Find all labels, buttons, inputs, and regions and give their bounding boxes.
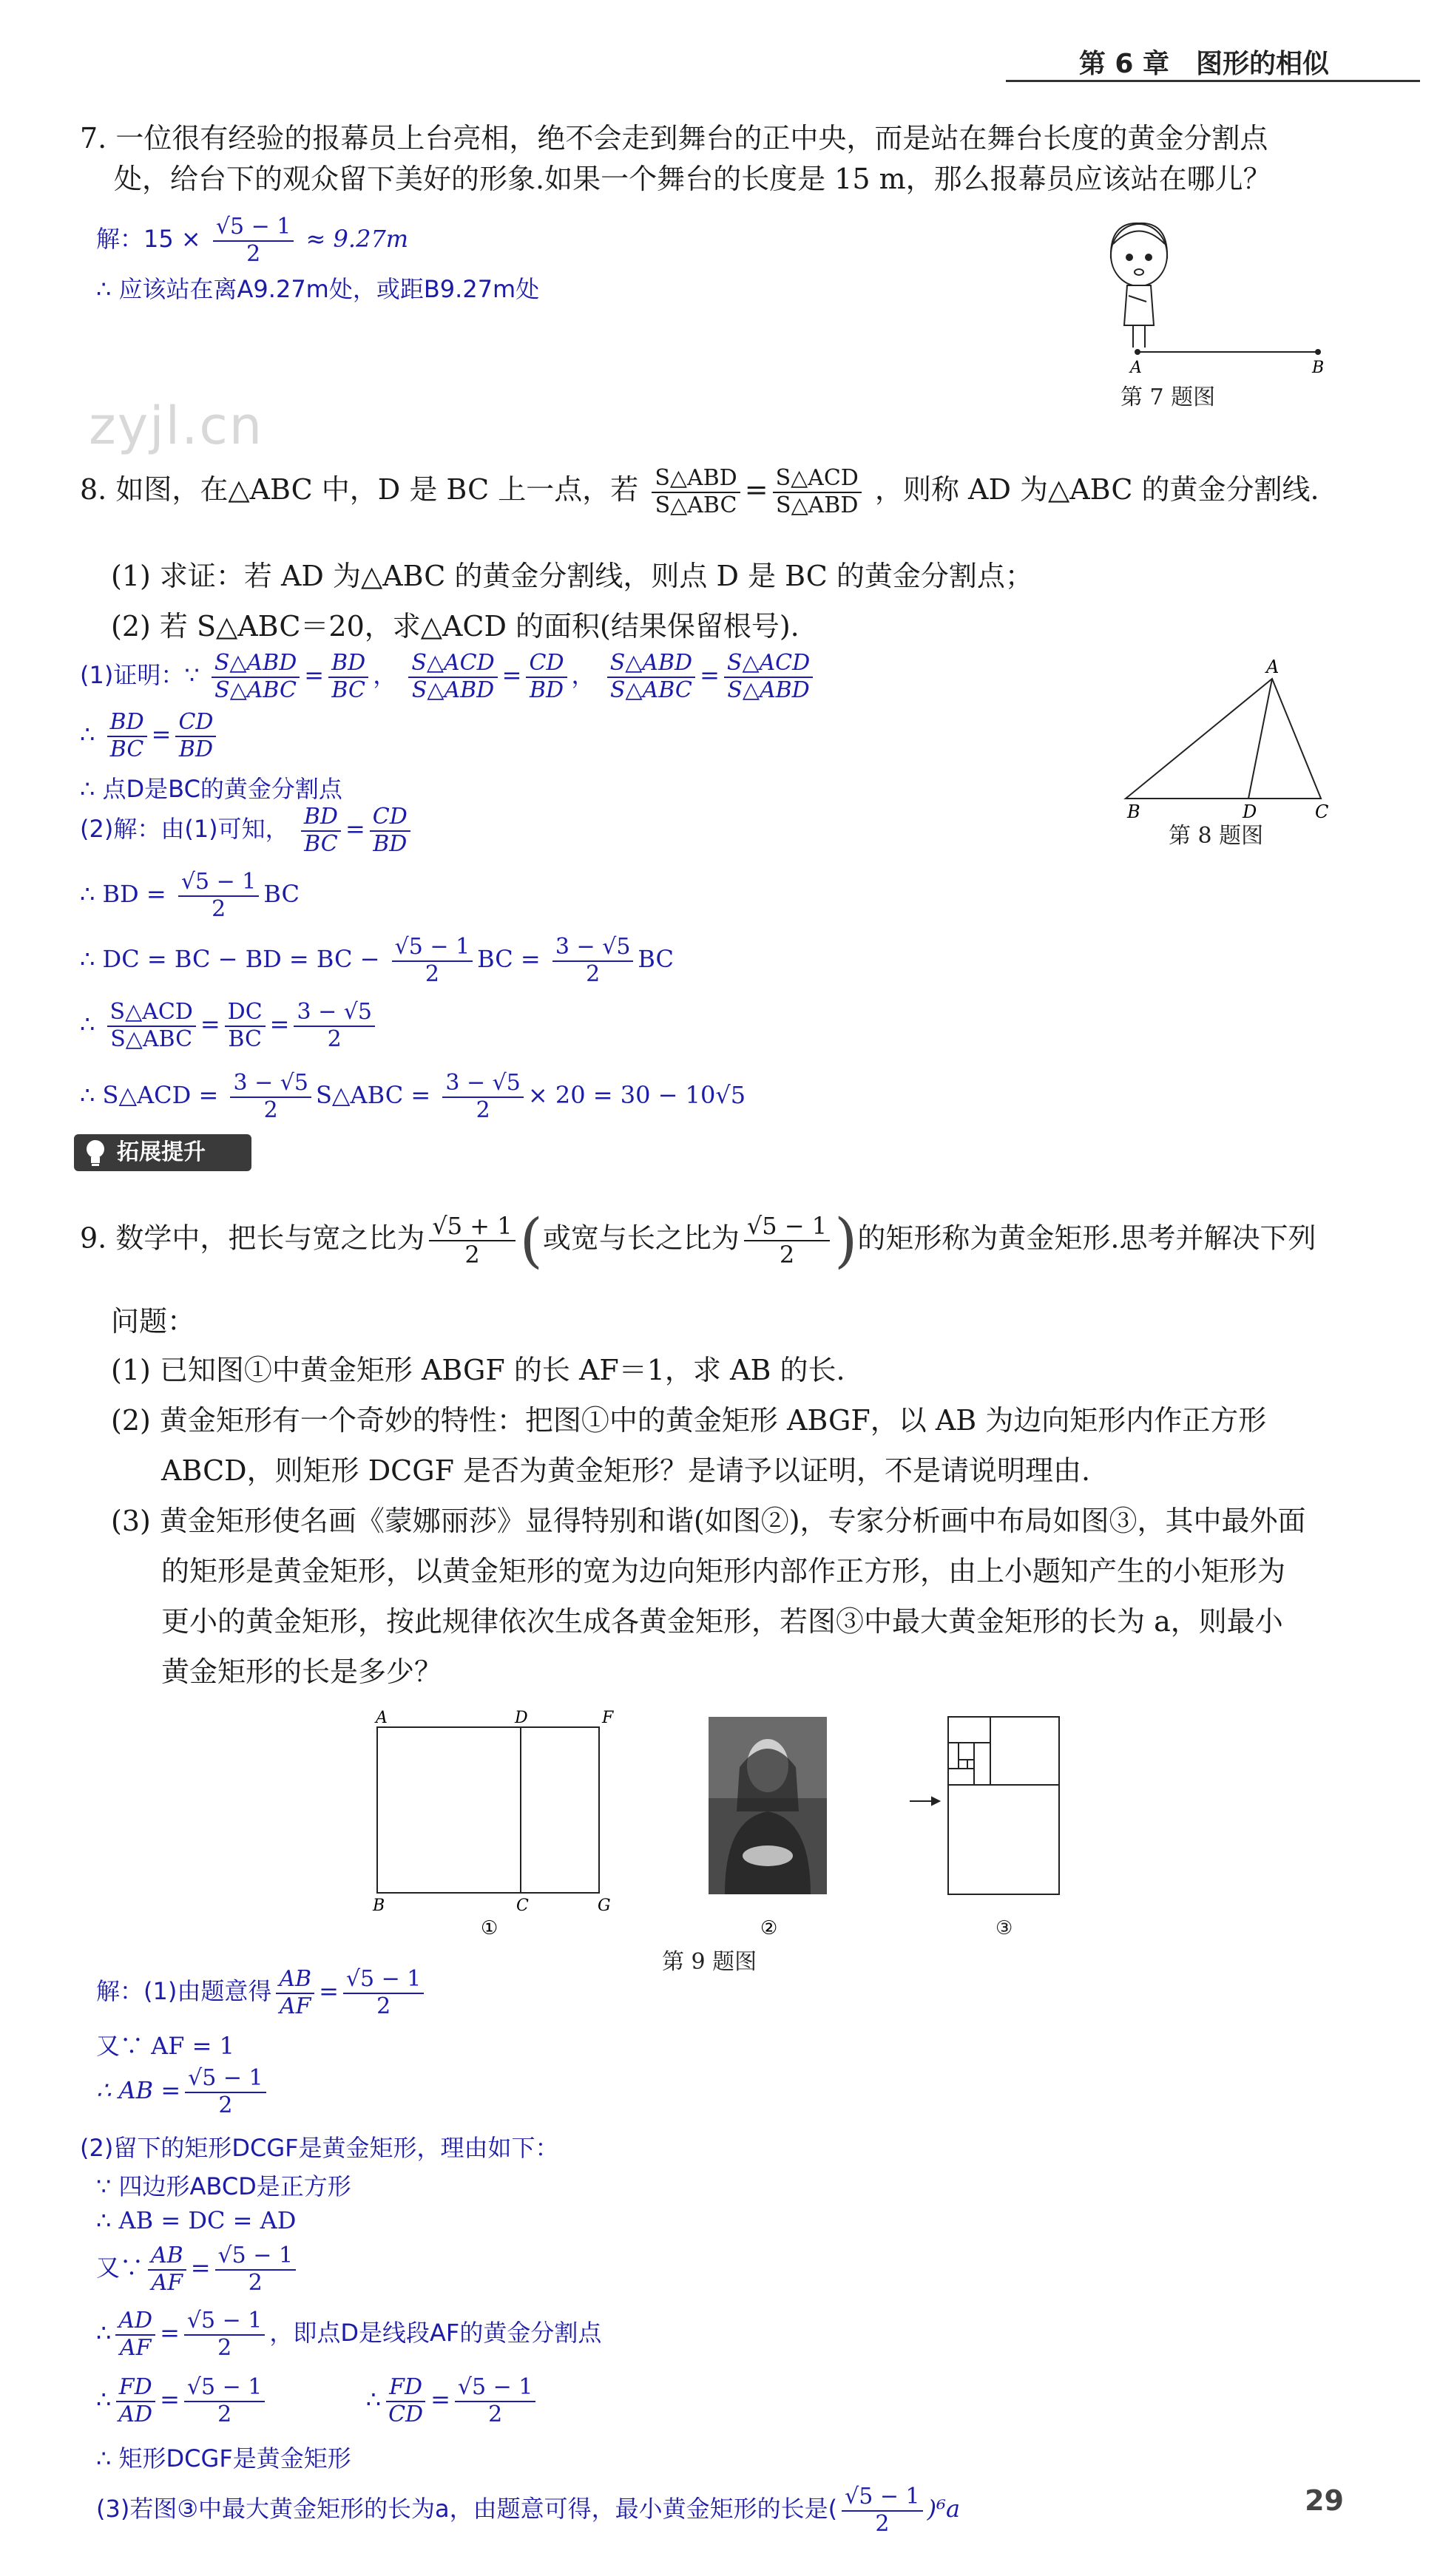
q8-number: 8. bbox=[80, 473, 107, 506]
q8-solution2-line2: ∴ BD = $\frac{√5 - 1}{2}$ BC bbox=[80, 869, 300, 922]
q9-answer2-line1: (2)留下的矩形DCGF是黄金矩形，理由如下： bbox=[80, 2134, 559, 2162]
section-tag: 拓展提升 bbox=[74, 1134, 251, 1171]
triangle-abc bbox=[1126, 679, 1321, 799]
q8-solution2-line1: (2)解：由(1)可知， $\frac{BD}{BC}$ = $\frac{CD}{BD}$ bbox=[80, 804, 415, 857]
page-number: 29 bbox=[1305, 2484, 1344, 2517]
fig1-label-f: F bbox=[602, 1709, 614, 1727]
fig1-number: ① bbox=[481, 1917, 498, 1937]
q9-sub3-line2: 的矩形是黄金矩形，以黄金矩形的宽为边向矩形内部作正方形，由上小题知产生的小矩形为 bbox=[161, 1555, 1286, 1587]
q9-sub3-line4: 黄金矩形的长是多少？ bbox=[161, 1655, 443, 1688]
segment-ad bbox=[1248, 679, 1272, 799]
q8-proof-line3: ∴ 点D是BC的黄金分割点 bbox=[80, 775, 342, 803]
q8-solution2-line4: ∴ $\frac{\text{S△ACD}}{\text{S△ABC}}$ = $\frac{DC}{BC}$ = $\frac{3 - √5}{2}$ bbox=[80, 1000, 379, 1052]
q7-answer-line2: ∴ 应该站在离A9.27m处，或距B9.27m处 bbox=[96, 275, 540, 303]
q9-answer2-line5: ∴ $\frac{AD}{AF}$ = $\frac{√5 - 1}{2}$ ，即点D是线段AF的黄金分割点 bbox=[96, 2308, 602, 2361]
q9-number: 9. bbox=[80, 1221, 107, 1255]
fig1-label-a: A bbox=[376, 1709, 388, 1727]
figure-3-nested-golden-rectangles bbox=[910, 1717, 1059, 1937]
q7-label-b: B bbox=[1312, 359, 1325, 377]
presenter-girl-icon bbox=[1111, 223, 1167, 348]
q9-sub2-line1: (2) 黄金矩形有一个奇妙的特性：把图①中的黄金矩形 ABGF，以 AB 为边向矩形内作正方形 bbox=[111, 1404, 1267, 1437]
figure-2-mona-lisa-painting bbox=[709, 1717, 827, 1937]
q8-sub1: (1) 求证：若 AD 为△ABC 的黄金分割线，则点 D 是 BC 的黄金分割点； bbox=[111, 560, 1033, 592]
q9-answer3: (3)若图③中最大黄金矩形的长为a，由题意可得，最小黄金矩形的长是( $\frac{√5 - 1}{2}$ )⁶a bbox=[96, 2484, 961, 2537]
q9-answer2-line4: 又∵ $\frac{AB}{AF}$ = $\frac{√5 - 1}{2}$ bbox=[96, 2243, 300, 2296]
q8-triangle-figure bbox=[1109, 651, 1346, 843]
q8-proof-line2: ∴ $\frac{BD}{BC}$ = $\frac{CD}{BD}$ bbox=[80, 710, 220, 762]
point-b-dot bbox=[1315, 349, 1321, 355]
figure-1-golden-rectangle bbox=[372, 1709, 614, 1937]
q7-figure-caption: 第 7 题图 bbox=[1120, 384, 1216, 410]
q8-proof-line1: (1)证明：∵ $\frac{\text{S△ABD}}{\text{S△ABC}}$ = $\frac{BD}{BC}$ ， $\frac{\text{S△ACD}}{\text{S△ABD}}$ = $\frac{CD}{BD}$ ， $\frac{\text{S△ABD}}{\text{S△ABC}}$ = $\frac{\text{S△ACD}}{\text{S△ABD}}$ bbox=[80, 651, 817, 703]
point-a-dot bbox=[1135, 349, 1140, 355]
q7-figure bbox=[1095, 214, 1346, 407]
q9-sub3-line1: (3) 黄金矩形使名画《蒙娜丽莎》显得特别和谐(如图②)，专家分析画中布局如图③，其中最外面 bbox=[111, 1505, 1306, 1537]
q9-figures bbox=[355, 1701, 1095, 1937]
q9-answer2-line2: ∵ 四边形ABCD是正方形 bbox=[96, 2172, 351, 2200]
q9-answer2-line7: ∴ 矩形DCGF是黄金矩形 bbox=[96, 2444, 351, 2472]
q8-sub2: (2) 若 S△ABC＝20，求△ACD 的面积(结果保留根号). bbox=[111, 610, 800, 643]
header-rule bbox=[1006, 80, 1420, 82]
q8-label-c: C bbox=[1315, 801, 1329, 822]
q9-answer1-line1: 解：(1)由题意得 $\frac{AB}{AF}$ = $\frac{√5 - 1}{2}$ bbox=[96, 1967, 428, 2019]
q9-sub3-line3: 更小的黄金矩形，按此规律依次生成各黄金矩形，若图③中最大黄金矩形的长为 a，则最小 bbox=[161, 1605, 1283, 1638]
fig1-label-g: G bbox=[598, 1897, 611, 1915]
fig2-number: ② bbox=[760, 1917, 778, 1937]
fig1-label-c: C bbox=[516, 1897, 529, 1915]
q8-solution2-line3: ∴ DC = BC − BD = BC − $\frac{√5 - 1}{2}$ BC = $\frac{3 - √5}{2}$ BC bbox=[80, 934, 674, 987]
question-8: 8. 如图，在△ABC 中，D 是 BC 上一点，若 $\frac{\text{S△ABD}}{\text{S△ABC}}$ = $\frac{\text{S△ACD}}{\text{S△ABD}}$ ，则称 AD 为△ABC 的黄金分割线. bbox=[80, 465, 1319, 518]
q8-figure-caption: 第 8 题图 bbox=[1169, 823, 1264, 849]
chapter-title: 第 6 章 图形的相似 bbox=[1078, 49, 1329, 79]
q7-number: 7. bbox=[80, 122, 107, 155]
q8-label-d: D bbox=[1243, 801, 1257, 822]
q8-label-b: B bbox=[1127, 801, 1140, 822]
fig1-label-d: D bbox=[515, 1709, 528, 1727]
q8-label-a: A bbox=[1266, 657, 1280, 677]
q9-figure-caption: 第 9 题图 bbox=[662, 1949, 757, 1975]
q9-answer2-line6: ∴ $\frac{FD}{AD}$ = $\frac{√5 - 1}{2}$ ∴ $\frac{FD}{CD}$ = $\frac{√5 - 1}{2}$ bbox=[96, 2375, 540, 2427]
q9-sub2-line2: ABCD，则矩形 DCGF 是否为黄金矩形？是请予以证明，不是请说明理由. bbox=[161, 1454, 1091, 1487]
fig1-label-b: B bbox=[373, 1897, 385, 1915]
q7-answer-line1: 解：15 × $\frac{√5 - 1}{2}$ ≈ 9.27m bbox=[96, 214, 409, 267]
q8-solution2-line5: ∴ S△ACD = $\frac{3 - √5}{2}$ S△ABC = $\frac{3 - √5}{2}$ × 20 = 30 − 10√5 bbox=[80, 1070, 746, 1123]
q9-answer1-line2: 又∵ AF = 1 bbox=[96, 2032, 235, 2060]
q9-sub1: (1) 已知图①中黄金矩形 ABGF 的长 AF＝1，求 AB 的长. bbox=[111, 1354, 845, 1386]
q9-text-line1: 9. 数学中，把长与宽之比为 $\frac{√5 + 1}{2}$ (或宽与长之比为 $\frac{√5 - 1}{2}$ )的矩形称为黄金矩形.思考并解决下列 bbox=[80, 1206, 1316, 1275]
fig3-number: ③ bbox=[996, 1917, 1013, 1937]
question-7 bbox=[80, 118, 1352, 200]
watermark: zyjl.cn bbox=[89, 396, 264, 456]
q9-answer1-line3: ∴ AB = $\frac{√5 - 1}{2}$ bbox=[96, 2066, 271, 2118]
q7-text-line1: 一位很有经验的报幕员上台亮相，绝不会走到舞台的正中央，而是站在舞台长度的黄金分割点 bbox=[115, 122, 1268, 155]
q7-text-line2: 处，给台下的观众留下美好的形象.如果一个舞台的长度是 15 m，那么报幕员应该站在哪儿？ bbox=[114, 163, 1271, 196]
q9-text-line2: 问题： bbox=[111, 1305, 196, 1338]
q9-answer2-line3: ∴ AB = DC = AD bbox=[96, 2206, 297, 2234]
q7-label-a: A bbox=[1130, 359, 1142, 377]
lightbulb-icon bbox=[81, 1137, 109, 1168]
